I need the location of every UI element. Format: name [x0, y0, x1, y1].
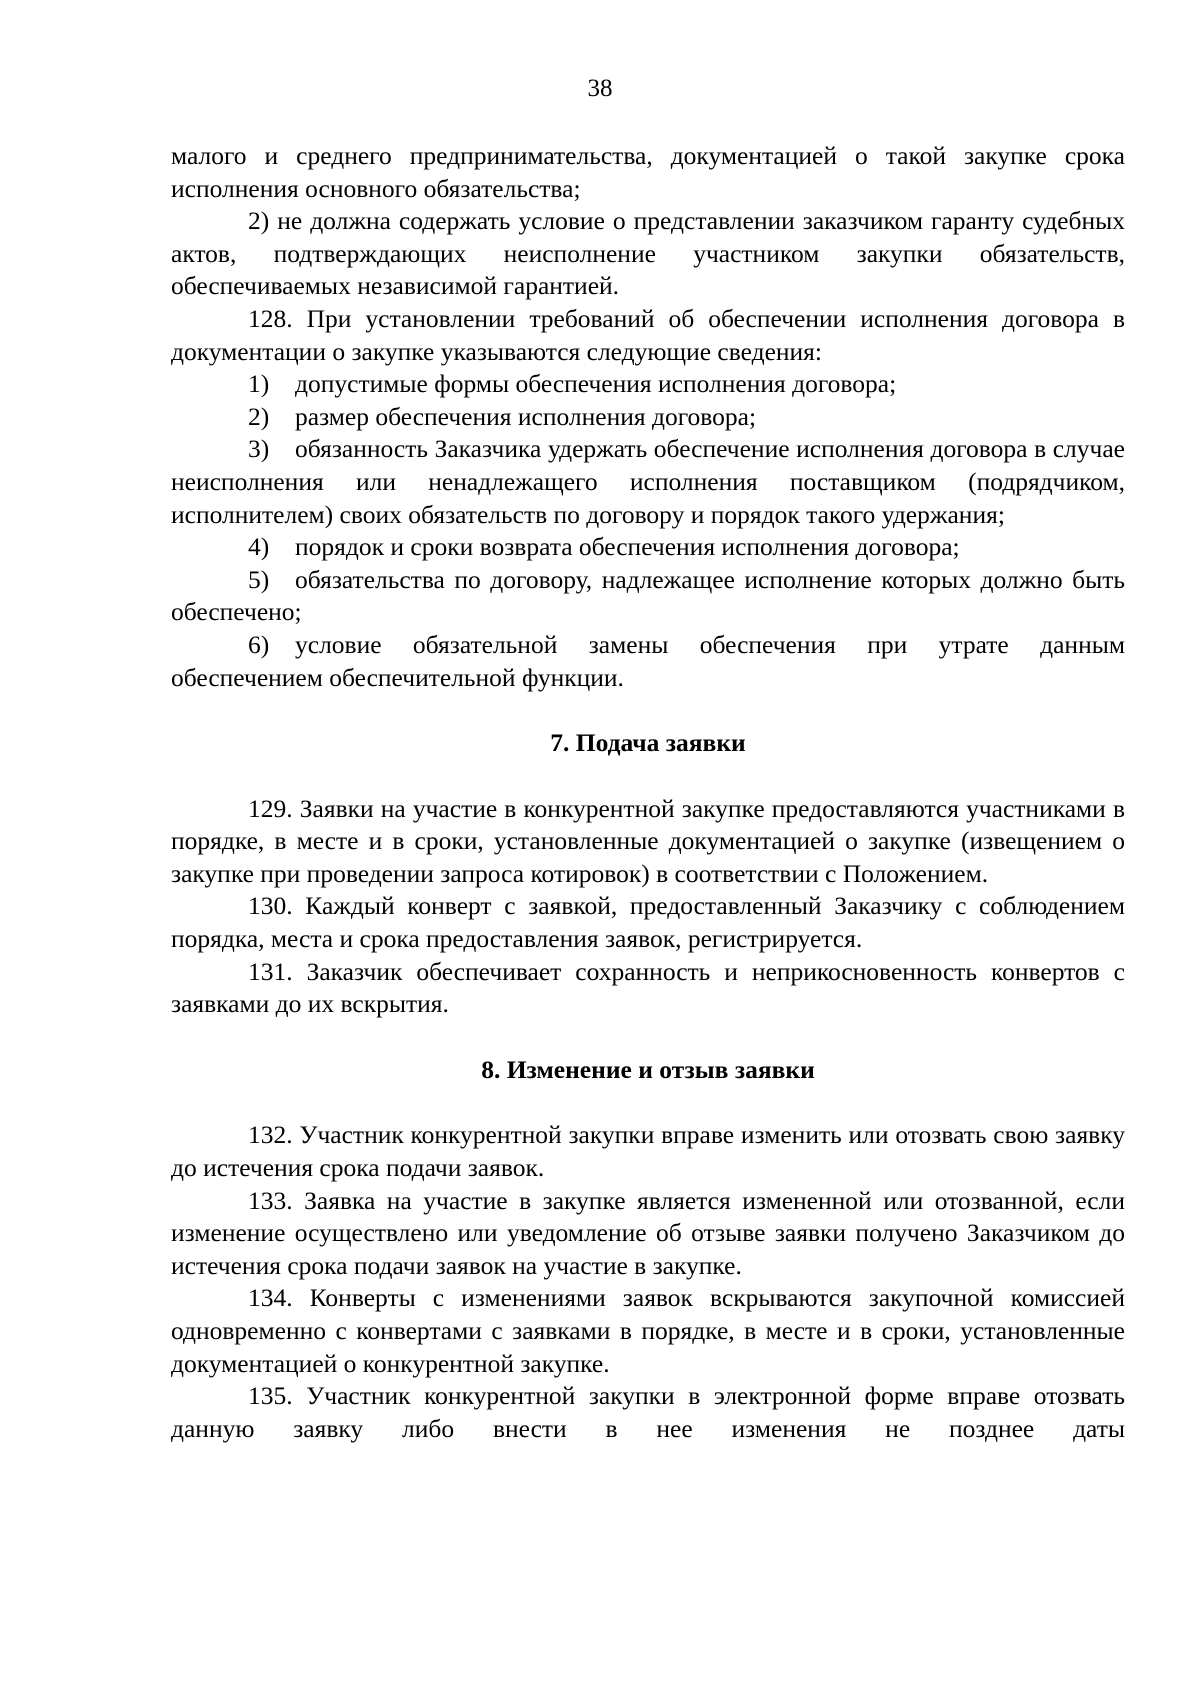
section-heading-8: 8. Изменение и отзыв заявки [481, 1054, 815, 1084]
paragraph-133: 133. Заявка на участие в закупке является измененной или отозванной, если изменение осуществлено или уведомление об отзыве заявки получено Заказчиком до истечения срока подачи заявок на участие в закупке. [171, 1185, 1125, 1280]
list-item-5 [171, 564, 1125, 629]
document-body [171, 140, 1125, 1445]
list-item-text: обязательства по договору, надлежащее исполнение которых должно быть обеспечено; [171, 564, 1125, 627]
list-item-2 [171, 401, 1125, 434]
list-item-text: допустимые формы обеспечения исполнения договора; [295, 369, 897, 399]
paragraph-134: 134. Конверты с изменениями заявок вскрываются закупочной комиссией одновременно с конвертами с заявками в порядке, в месте и в сроки, установленные документацией о конкурентной закупке. [171, 1283, 1125, 1378]
list-item-number: 6) [248, 629, 270, 659]
paragraph-130: 130. Каждый конверт с заявкой, предоставленный Заказчику с соблюдением порядка, места и срока предоставления заявок, регистрируется. [171, 891, 1125, 954]
paragraph-131: 131. Заказчик обеспечивает сохранность и неприкосновенность конвертов с заявками до их вскрытия. [171, 956, 1125, 1019]
list-item-text: размер обеспечения исполнения договора; [295, 401, 757, 431]
list-item-number: 3) [248, 434, 270, 464]
section-heading-7: 7. Подача заявки [550, 728, 746, 758]
list-item-3 [171, 433, 1125, 531]
list-item-text: порядок и сроки возврата обеспечения исполнения договора; [295, 532, 960, 562]
list-item-4 [171, 531, 1125, 564]
list-item-number: 1) [248, 369, 270, 399]
list-item-text: условие обязательной замены обеспечения при утрате данным обеспечением обеспечительной функции. [171, 629, 1125, 692]
paragraph-132: 132. Участник конкурентной закупки вправе изменить или отозвать свою заявку до истечения срока подачи заявок. [171, 1120, 1125, 1183]
list-item-1 [171, 368, 1125, 401]
page-number: 38 [587, 75, 613, 102]
list-item-text: обязанность Заказчика удержать обеспечение исполнения договора в случае неисполнения или ненадлежащего исполнения поставщиком (подрядчиком, исполнителем) своих обязательств по договору и порядок такого удержания; [171, 434, 1125, 529]
list-item-6 [171, 629, 1125, 694]
paragraph-129: 129. Заявки на участие в конкурентной закупке предоставляются участниками в порядке, в месте и в сроки, установленные документацией о закупке (извещением о закупке при проведении запроса котировок) в соответствии с Положением. [171, 793, 1125, 888]
paragraph-128: 128. При установлении требований об обеспечении исполнения договора в документации о закупке указываются следующие сведения: [171, 303, 1125, 366]
list-item-number: 4) [248, 532, 270, 562]
paragraph-intro: малого и среднего предпринимательства, документацией о такой закупке срока исполнения основного обязательства; [171, 141, 1125, 203]
paragraph-2: 2) не должна содержать условие о представлении заказчиком гаранту судебных актов, подтверждающих неисполнение участником закупки обязательств, обеспечиваемых независимой гарантией. [171, 206, 1125, 301]
paragraph-135: 135. Участник конкурентной закупки в электронной форме вправе отозвать данную заявку либо внести в нее изменения не позднее даты [171, 1381, 1125, 1443]
list-item-number: 5) [248, 564, 270, 594]
list-item-number: 2) [248, 401, 270, 431]
